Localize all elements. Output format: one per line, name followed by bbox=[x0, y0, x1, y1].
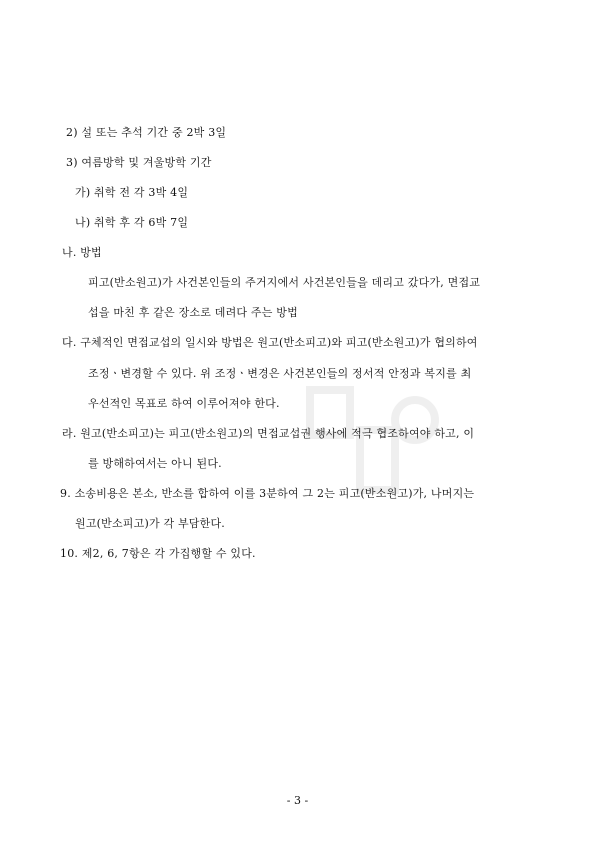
text-line-8: 다. 구체적인 면접교섭의 일시와 방법은 원고(반소피고)와 피고(반소원고)가 협의하여 bbox=[62, 336, 478, 349]
text-line-5: 나. 방법 bbox=[62, 246, 102, 259]
text-line-15: 10. 제2, 6, 7항은 각 가집행할 수 있다. bbox=[60, 547, 256, 560]
text-line-14: 원고(반소피고)가 각 부담한다. bbox=[75, 517, 225, 530]
text-line-10: 우선적인 목표로 하여 이루어져야 한다. bbox=[88, 397, 280, 410]
text-line-6: 피고(반소원고)가 사건본인들의 주거지에서 사건본인들을 데리고 갔다가, 면접교 bbox=[88, 276, 481, 289]
text-line-13: 9. 소송비용은 본소, 반소를 합하여 이를 3분하여 그 2는 피고(반소원고)가, 나머지는 bbox=[60, 487, 475, 500]
text-line-4: 나) 취학 후 각 6박 7일 bbox=[75, 216, 189, 229]
text-line-9: 조정ㆍ변경할 수 있다. 위 조정ㆍ변경은 사건본인들의 정서적 안정과 복지를 최 bbox=[88, 367, 472, 380]
text-line-11: 라. 원고(반소피고)는 피고(반소원고)의 면접교섭권 행사에 적극 협조하여야 하고, 이 bbox=[62, 427, 475, 440]
text-line-2: 3) 여름방학 및 겨울방학 기간 bbox=[66, 156, 212, 169]
page-number: - 3 - bbox=[286, 794, 309, 807]
text-line-3: 가) 취학 전 각 3박 4일 bbox=[75, 186, 189, 199]
text-line-1: 2) 설 또는 추석 기간 중 2박 3일 bbox=[66, 126, 227, 139]
text-line-12: 를 방해하여서는 아니 된다. bbox=[88, 457, 222, 470]
text-line-7: 섭을 마친 후 같은 장소로 데려다 주는 방법 bbox=[88, 306, 298, 319]
